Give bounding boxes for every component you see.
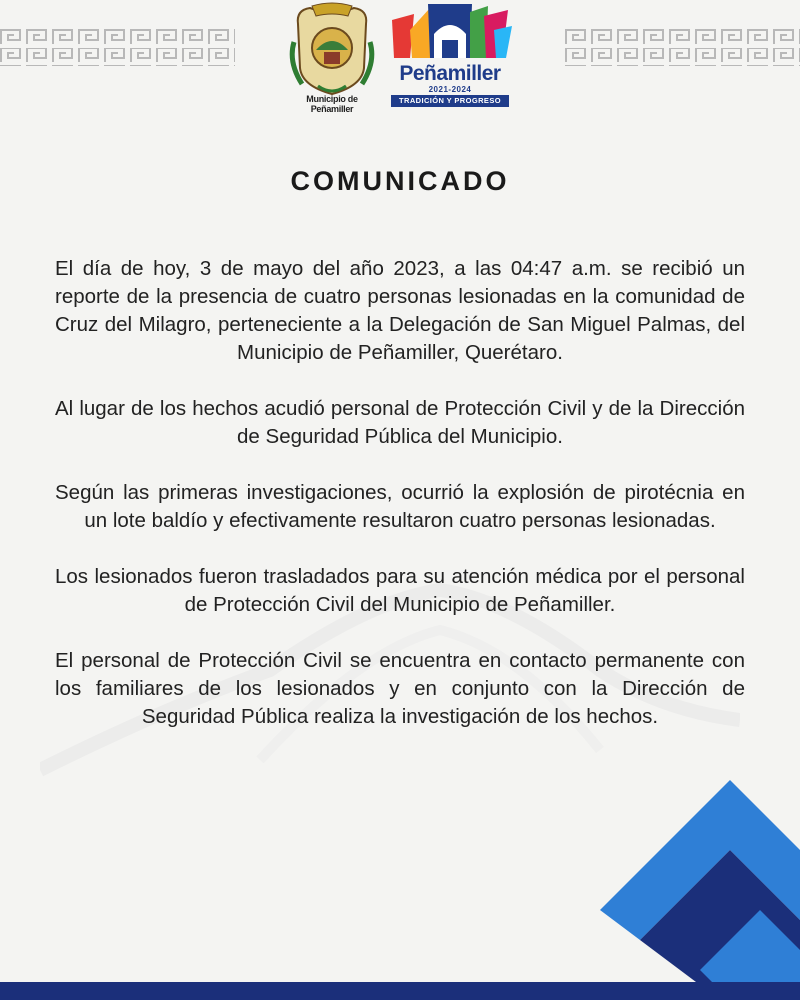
brand-years: 2021-2024 xyxy=(428,85,472,94)
document-body xyxy=(55,255,745,759)
bottom-bar xyxy=(0,982,800,1000)
document-title: COMUNICADO xyxy=(290,166,510,196)
paragraph-investigation: Según las primeras investigaciones, ocurrió la explosión de pirotécnia en un lote baldío y efectivamente resultaron cuatro personas lesionadas. xyxy=(55,481,745,532)
brand-name: Peñamiller xyxy=(399,62,501,85)
paragraph-response: Al lugar de los hechos acudió personal de Protección Civil y de la Dirección de Seguridad Pública del Municipio. xyxy=(55,397,745,448)
paragraph-medical-transfer: Los lesionados fueron trasladados para su atención médica por el personal de Protección Civil del Municipio de Peñamiller. xyxy=(55,565,745,616)
greek-key-border-left xyxy=(0,28,235,68)
crest-caption: Municipio de Peñamiller xyxy=(306,94,358,114)
greek-key-border-right xyxy=(565,28,800,68)
paragraph-report: El día de hoy, 3 de mayo del año 2023, a las 04:47 a.m. se recibió un reporte de la presencia de cuatro personas lesionadas en la comunidad de Cruz del Milagro, perteneciente a la Delegación de San Miguel Palmas, del Municipio de Peñamiller, Querétaro. xyxy=(55,257,745,364)
decorative-corner-shapes xyxy=(580,760,800,1000)
paragraph-family-contact: El personal de Protección Civil se encuentra en contacto permanente con los familiares de los lesionados y en conjunto con la Dirección de Seguridad Pública realiza la investigación de los hechos. xyxy=(55,649,745,728)
brand-tagline: TRADICIÓN Y PROGRESO xyxy=(391,95,509,107)
